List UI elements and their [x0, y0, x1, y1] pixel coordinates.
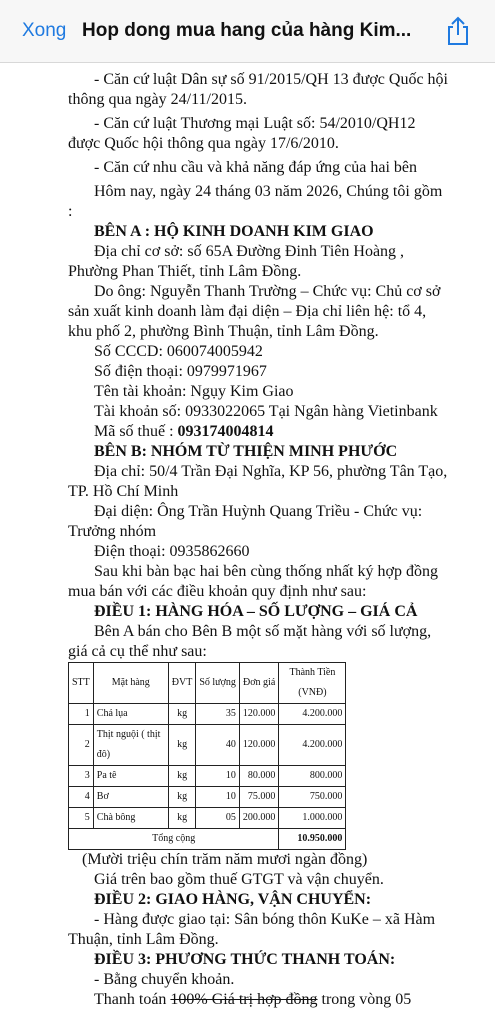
- party-b-heading: BÊN B: NHÓM TỪ THIỆN MINH PHƯỚC: [94, 443, 398, 460]
- party-b-rep: Đại diện: Ông Trần Huỳnh Quang Triều - Chức vụ: Trưởng nhóm: [68, 503, 423, 540]
- vat-note: Giá trên bao gồm thuế GTGT và vận chuyển.: [94, 871, 384, 888]
- party-a-phone: Số điện thoại: 0979971967: [94, 363, 267, 380]
- table-header: Thành Tiền (VNĐ): [279, 663, 346, 704]
- table-cell: kg: [168, 808, 196, 829]
- table-cell: 40: [196, 725, 240, 766]
- article-2-heading: ĐIỀU 2: GIAO HÀNG, VẬN CHUYỂN:: [94, 891, 372, 908]
- table-cell: 35: [196, 704, 240, 725]
- table-row: [69, 725, 346, 766]
- date-line: Hôm nay, ngày 24 tháng 03 năm 2026, Chúng tôi gồm :: [68, 183, 443, 220]
- table-cell: Chả lụa: [93, 704, 168, 725]
- tax-value: 093174004814: [177, 423, 274, 440]
- table-cell: 200.000: [239, 808, 279, 829]
- done-button[interactable]: Xong: [22, 20, 67, 41]
- party-a-cccd: Số CCCD: 060074005942: [94, 343, 263, 360]
- table-row: [69, 787, 346, 808]
- table-header-row: [69, 663, 346, 704]
- table-cell: kg: [168, 787, 196, 808]
- table-cell: Bơ: [93, 787, 168, 808]
- total-value: 10.950.000: [279, 829, 346, 850]
- table-cell: kg: [168, 725, 196, 766]
- top-bar: [0, 0, 495, 63]
- agreement-text: Sau khi bàn bạc hai bên cùng thống nhất ký hợp đồng mua bán với các điều khoản quy định như sau:: [68, 563, 438, 600]
- total-label: Tổng cộng: [69, 829, 279, 850]
- party-a-tax: [68, 422, 450, 442]
- payment-term: [68, 990, 450, 1010]
- document-body: [68, 70, 450, 1010]
- basis-line: - Căn cứ luật Dân sự số 91/2015/QH 13 được Quốc hội thông qua ngày 24/11/2015.: [68, 71, 448, 108]
- table-cell: kg: [168, 704, 196, 725]
- table-row: [69, 704, 346, 725]
- table-cell: 120.000: [239, 704, 279, 725]
- table-cell: 80.000: [239, 766, 279, 787]
- article-1-heading: ĐIỀU 1: HÀNG HÓA – SỐ LƯỢNG – GIÁ CẢ: [94, 603, 418, 620]
- table-header: Đơn giá: [239, 663, 279, 704]
- table-cell: 10: [196, 787, 240, 808]
- table-cell: 750.000: [279, 787, 346, 808]
- table-cell: 10: [196, 766, 240, 787]
- table-header: STT: [69, 663, 94, 704]
- party-a-account-name: Tên tài khoản: Ngụy Kim Giao: [94, 383, 294, 400]
- table-cell: 1.000.000: [279, 808, 346, 829]
- table-cell: 05: [196, 808, 240, 829]
- table-cell: 4.200.000: [279, 725, 346, 766]
- table-cell: 4: [69, 787, 94, 808]
- payment-term-b: trong vòng 05: [317, 991, 412, 1008]
- payment-term-strike: 100% Giá trị hợp đồng: [170, 991, 318, 1008]
- article-3-text: - Bằng chuyển khoản.: [94, 971, 235, 988]
- table-cell: Thịt nguội ( thịt đô): [93, 725, 168, 766]
- table-cell: 1: [69, 704, 94, 725]
- table-header: Mặt hàng: [93, 663, 168, 704]
- tax-label: Mã số thuế :: [94, 423, 178, 440]
- table-total-row: [69, 829, 346, 850]
- basis-line: - Căn cứ luật Thương mại Luật số: 54/2010/QH12 được Quốc hội thông qua ngày 17/6/2010.: [68, 115, 416, 152]
- goods-table: [68, 662, 346, 850]
- party-b-phone: Điện thoại: 0935862660: [94, 543, 250, 560]
- table-row: [69, 766, 346, 787]
- table-cell: 5: [69, 808, 94, 829]
- table-cell: 800.000: [279, 766, 346, 787]
- share-icon[interactable]: [444, 16, 472, 46]
- party-a-address: Địa chỉ cơ sở: số 65A Đường Đinh Tiên Hoàng , Phường Phan Thiết, tỉnh Lâm Đồng.: [68, 243, 405, 280]
- table-header: ĐVT: [168, 663, 196, 704]
- payment-term-a: Thanh toán: [94, 991, 171, 1008]
- table-cell: 75.000: [239, 787, 279, 808]
- party-b-address: Địa chỉ: 50/4 Trần Đại Nghĩa, KP 56, phường Tân Tạo, TP. Hồ Chí Minh: [68, 463, 448, 500]
- table-cell: 120.000: [239, 725, 279, 766]
- table-cell: 4.200.000: [279, 704, 346, 725]
- party-a-heading: BÊN A : HỘ KINH DOANH KIM GIAO: [94, 223, 374, 240]
- table-cell: 3: [69, 766, 94, 787]
- party-a-account: Tài khoản số: 0933022065 Tại Ngân hàng Vietinbank: [94, 403, 438, 420]
- article-1-text: Bên A bán cho Bên B một số mặt hàng với số lượng, giá cả cụ thể như sau:: [68, 623, 432, 660]
- basis-line: - Căn cứ nhu cầu và khả năng đáp ứng của hai bên: [94, 159, 418, 176]
- table-cell: 2: [69, 725, 94, 766]
- table-header: Số lượng: [196, 663, 240, 704]
- article-2-text: - Hàng được giao tại: Sân bóng thôn KuKe – xã Hàm Thuận, tỉnh Lâm Đồng.: [68, 911, 436, 948]
- document-title: Hop dong mua hang của hàng Kim...: [82, 20, 412, 41]
- party-a-rep: Do ông: Nguyễn Thanh Trường – Chức vụ: Chủ cơ sở sản xuất kinh doanh làm đại diện – Địa chỉ liên hệ: tổ 4, khu phố 2, phường Bình Thuận, tỉnh Lâm Đồng.: [68, 283, 441, 340]
- article-3-heading: ĐIỀU 3: PHƯƠNG THỨC THANH TOÁN:: [94, 951, 396, 968]
- amount-in-words: (Mười triệu chín trăm năm mươi ngàn đồng): [82, 851, 368, 868]
- table-row: [69, 808, 346, 829]
- table-cell: kg: [168, 766, 196, 787]
- table-cell: Pa tê: [93, 766, 168, 787]
- table-cell: Chà bông: [93, 808, 168, 829]
